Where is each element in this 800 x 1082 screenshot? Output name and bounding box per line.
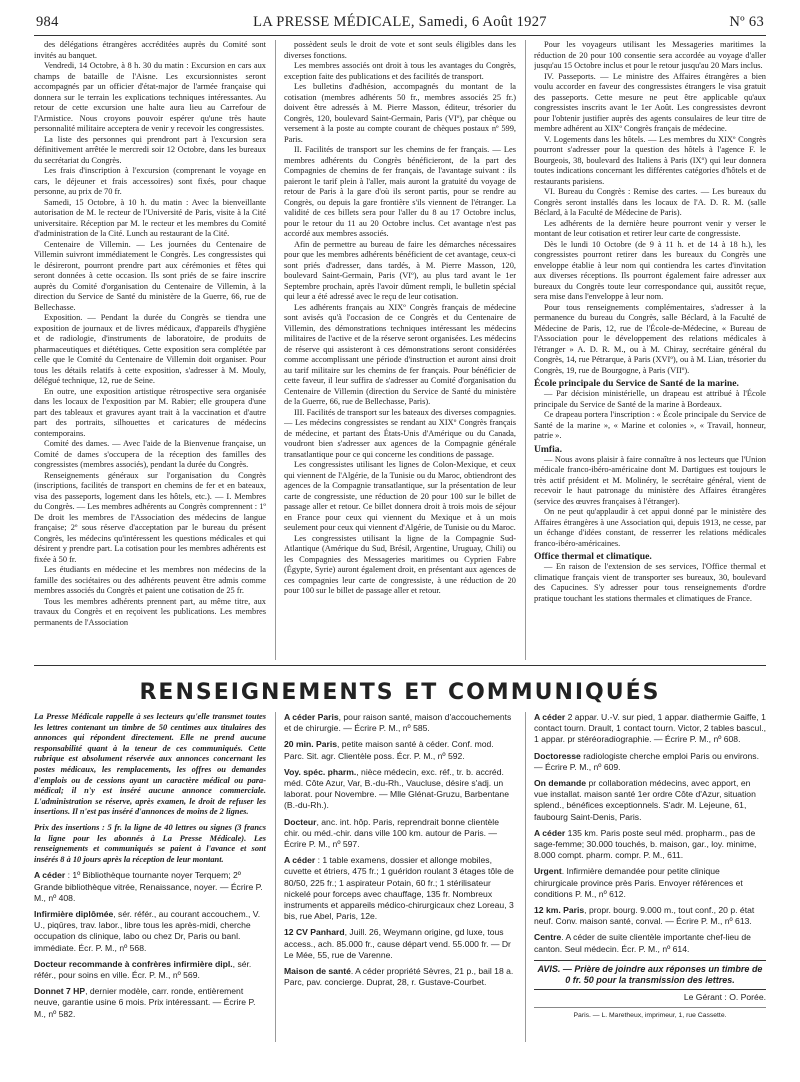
article-column-2 [284, 40, 516, 660]
article-paragraph: des délégations étrangères accréditées auprès du Comité sont invités au banquet. [34, 40, 266, 60]
classified-ad [534, 778, 766, 823]
article-paragraph: Les adhérents de la dernière heure pourront venir y verser le montant de leur cotisation et retirer leur carte de congressiste. [534, 218, 766, 238]
classified-ad [284, 855, 516, 922]
ad-lead: Centre [534, 932, 562, 943]
article-paragraph: — En raison de l'extension de ses services, l'Office thermal et climatique français vient de transporter ses bureaux, 30, boulevard des Capucines. S'y adresser pour tous renseignements d'ordre pratique touchant les stations thermales et climatiques de France. [534, 562, 766, 603]
article-paragraph: possèdent seuls le droit de vote et sont seuls éligibles dans les diverses fonctions. [284, 40, 516, 60]
classified-ad [534, 712, 766, 746]
article-paragraph: VI. Bureau du Congrès : Remise des cartes. — Les bureaux du Congrès seront installés dans les locaux de l'A. D. R. M. (salle Béclard, à la Faculté de Médecine de Paris). [534, 187, 766, 217]
ads-column-3 [534, 712, 766, 1042]
avis-notice: AVIS. — Prière de joindre aux réponses un timbre de 0 fr. 50 pour la transmission des lettres. [534, 960, 766, 990]
ad-lead: 12 km. Paris [534, 905, 585, 916]
classified-ad [284, 817, 516, 851]
article-heading: Umfia. [534, 443, 562, 455]
classified-ad [34, 959, 266, 981]
classified-ad [534, 932, 766, 954]
classified-ad [534, 905, 766, 927]
article-paragraph: Les bulletins d'adhésion, accompagnés du montant de la cotisation (membres adhérents 50 fr., membres associés 25 fr.) doivent être adressés à M. Pierre Masson, éditeur, trésorier du Congrès, 120, boulevard Saint-Germain, Paris (VIº), par chèque ou versement à la poste au compte courant de chèques postaux nº 599, Paris. [284, 82, 516, 144]
article-paragraph: Pour tous renseignements complémentaires, s'adresser à la permanence du bureau du Congrès, salle Béclard, à la Faculté de Médecine de Paris, 12, rue de l'École-de-Médecine, « Bureau de l'Association pour le développement des relations médicales à l'étranger » A. D. R. M., ou à M. Chiray, secrétaire général du Congrès, 14, rue Pétrarque, à Paris (XVIº), ou à M. Lian, trésorier du Congrès, 19, rue de Bourgogne, à Paris (VIIº). [534, 302, 766, 375]
column-divider [525, 40, 526, 660]
ad-lead: A céder Paris [284, 712, 339, 722]
classified-ad [34, 986, 266, 1020]
classified-ads [34, 712, 766, 1042]
classified-ad [534, 751, 766, 773]
journal-title: LA PRESSE MÉDICALE, Samedi, 6 Août 1927 [253, 14, 547, 30]
article-paragraph: Exposition. — Pendant la durée du Congrès se tiendra une exposition de journaux et de livres médicaux, d'appareils d'hygiène et de radiologie, d'instruments de laboratoire, de produits de pharmaceutiques et diététiques. Cette exposition sera complétée par celle que le Comité du Centenaire de Villemin doit organiser. Pour tous les détails relatifs à cette exposition, s'adresser à M. Mouly, délégué technique, 12, rue de Seine. [34, 313, 266, 385]
column-divider [525, 712, 526, 1042]
column-divider [275, 712, 276, 1042]
classified-ad [34, 870, 266, 904]
article-heading: École principale du Service de Santé de la marine. [534, 378, 739, 389]
column-divider [275, 40, 276, 660]
article-paragraph: Vendredi, 14 Octobre, à 8 h. 30 du matin : Excursion en cars aux champs de bataille de l'Aisne. Les excursionnistes seront accompagnés par un officier d'état-major de l'armée française qui donnera sur le terrain les explications techniques intéressantes. Au retour de cette excursion une halte aura lieu au Carrefour de l'Armistice. Nous croyons pouvoir espérer qu'une très haute personnalité militaire acceptera de venir y recevoir les congressistes. [34, 61, 266, 133]
article-paragraph: Centenaire de Villemin. — Les journées du Centenaire de Villemin suivront immédiatement le Congrès. Les congressistes qui le désireront, pourront prendre part aux cérémonies et fêtes qui seront données à cette occasion. Ils sont priés de se faire inscrire auprès du Comité d'organisation du Centenaire de Villemin, à la direction du Service de Santé du ministère de la Guerre, 66, rue de Bellechasse. [34, 239, 266, 312]
ads-column-2 [284, 712, 516, 1042]
article-paragraph: En outre, une exposition artistique rétrospective sera organisée dans les locaux de l'exposition par M. Rabier; elle groupera d'une part des tableaux et gravures ayant trait à la vaccination et d'autre part des portraits, silhouettes et caricatures de médecins contemporains. [34, 386, 266, 438]
issue-number: Nº 63 [729, 14, 764, 30]
ad-text: 2 appar. U.-V. sur pied, 1 appar. diathermie Gaiffe, 1 contact tourn. Drault, 1 contact tourn. Victor, 2 tables bascul., 1 appar. pr stéréoradiographie. — Écrire P. M., nº 608. [534, 712, 766, 745]
classified-ad [284, 966, 516, 988]
article-paragraph: Comité des dames. — Avec l'aide de la Bienvenue française, un Comité de dames s'occupera de la réception des familles des congressistes (membres associés), pendant la durée du Congrès. [34, 439, 266, 469]
ad-text: , petite maison santé à céder. Conf. mod. Parc. Sit. agr. Clientèle poss. Écr. P. M., nº 592. [284, 739, 494, 761]
printer-line: Paris. — L. Maretheux, imprimeur, 1, rue Cassette. [534, 1007, 766, 1021]
section-rule [34, 665, 766, 666]
ad-text: : 1º Bibliothèque tournante noyer Terquem; 2º Grande bibliothèque vitrée, Renaissance, noyer. — Écrire P. M., nº 408. [34, 870, 263, 903]
article-paragraph: V. Logements dans les hôtels. — Les membres du XIXº Congrès pourront s'adresser pour la question des hôtels à l'agence F. le Bourgeois, 38, boulevard des Italiens à Paris (IXº) qui leur donnera toutes indications concernant les différentes catégories d'hôtels et de restaurants parisiens. [534, 134, 766, 186]
article-heading: Office thermal et climatique. [534, 551, 652, 562]
ad-lead: Maison de santé [284, 966, 351, 977]
ad-text: , Juill. 26, Weymann origine, gd luxe, tous access., ach. 85.000 fr., cause départ vend. 55.000 fr. — Dr Le Mée, 55, rue de Varenne. [284, 927, 511, 960]
ad-lead: Voy. spéc. pharm. [284, 766, 357, 777]
article-columns [34, 40, 766, 660]
article-paragraph: Les adhérents français au XIXº Congrès français de médecine sont avisés qu'à l'occasion de ce Congrès et du Centenaire de Villemin, des démonstrations techniques intéressant les médecins militaires de l'active et de la réserve seront organisées. Les médecins de réserve qui assisteront à ces démonstrations seront considérées comme accomplissant une période d'instruction et auront ainsi droit au tarif militaire sur les chemins de fer français. Pour bénéficier de cette faveur, il leur suffira de s'adresser au Comité d'organisation du Centenaire de Villemin (direction du Service de Santé du ministère de la Guerre, 66, rue de Bellechasse, Paris). [284, 302, 516, 406]
ad-text: . Infirmière demandée pour petite clinique chirurgicale province près Paris. Envoyer références et conditions P. M., nº 612. [534, 866, 743, 899]
ads-list [534, 712, 766, 955]
classified-ad [284, 712, 516, 734]
ad-lead: Docteur recommande à confrères infirmière dipl. [34, 958, 233, 969]
ad-lead: 12 CV Panhard [284, 927, 345, 938]
article-paragraph: Les frais d'inscription à l'excursion (comprenant le voyage en cars, le déjeuner et frais accessoires) sont fixés, pour chaque personne, au prix de 70 fr. [34, 166, 266, 196]
classified-ad [284, 739, 516, 761]
article-paragraph: Les étudiants en médecine et les membres non médecins de la famille des sociétaires ou des adhérents peuvent être admis comme membres associés du Congrès et paient une cotisation de 25 fr. [34, 565, 266, 595]
ad-text: pr collaboration médecins, avec apport, en vue installat. maison santé 1er ordre Côte d'Azur, situation splend., bénéfices exceptionnels. S'adr. M. Lejeune, 61, faubourg Saint-Denis, Paris. [534, 778, 756, 822]
classified-ad [284, 767, 516, 812]
classified-ad [534, 866, 766, 900]
article-paragraph: II. Facilités de transport sur les chemins de fer français. — Les membres adhérents du Congrès bénéficieront, de la part des Compagnies de chemins de fer français, de l'avantage suivant : ils paieront le tarif plein à l'aller, mais auront la gratuité du voyage de retour de Paris à la gare d'où ils seront partis, pour se rendre au Congrès, ou depuis la gare frontière s'ils viennent de l'étranger. La validité de ces billets sera pour l'aller du 8 au 17 Octobre inclus, pour le retour du 11 au 20 Octobre inclus. Cet avantage n'est pas accordé aux membres associés. [284, 145, 516, 238]
ad-text: , sér. référ., au courant accouchem., V. U., piqûres, trav. labor., libre tous les après-midi, cherche occupation ds clinique, labo ou chez Dr, Paris ou banl. immédiate. Écr. P. M., nº 568. [34, 908, 261, 953]
ad-text: , pour raison santé, maison d'accouchements et de chirurgie. — Écrire P. M., nº 585. [284, 712, 512, 734]
ad-lead: A céder [534, 712, 566, 722]
article-paragraph: Les congressistes utilisant la ligne de la Compagnie Sud-Atlantique (Amérique du Sud, Brésil, Argentine, Uruguay, Chili) ou les Compagnies des Messageries maritimes ou Cyprien Fabre (Égypte, Syrie) auront également droit, en présentant aux agences de ces compagnies leur carte de congressiste, à une réduction de 20 pour 100 sur le billet de passage aller et retour. [284, 533, 516, 595]
article-paragraph: IV. Passeports. — Le ministre des Affaires étrangères a bien voulu accorder en faveur des congressistes étrangers le visa gratuit des passeports. Cette mesure ne peut être applicable qu'aux congressistes inscrits avant le 1er Août. Les congressistes devront pour l'obtenir justifier auprès des agents consulaires de leur titre de membre adhérent au XIXº Congrès français de médecine. [534, 71, 766, 133]
ads-intro: Prix des insertions : 5 fr. la ligne de 40 lettres ou signes (3 francs la ligne pour les abonnés à La Presse Médicale). Les renseignements et communiqués se paient à l'avance et sont insérés 8 à 10 jours après la réception de leur montant. [34, 822, 266, 864]
classified-ad [284, 927, 516, 961]
ad-lead: A céder [534, 827, 566, 838]
ads-column-1 [34, 712, 266, 1042]
header-rule [34, 35, 766, 36]
article-paragraph: On ne peut qu'applaudir à cet appui donné par le ministère des Affaires étrangères à une Association qui, depuis 1913, ne cesse, par un échange d'idées constant, de resserrer les relations médicales franco-ibéro-américaines. [534, 507, 766, 548]
article-paragraph: Dès le lundi 10 Octobre (de 9 à 11 h. et de 14 à 18 h.), les congressistes pourront retirer dans les bureaux du Congrès une enveloppe établie à leur nom qui contiendra les cartes d'invitation aux diverses réceptions. Ils pourront également faire adresser aux bureaux du Congrès toute leur correspondance qui, aussitôt reçue, sera mise dans l'enveloppe à leur nom. [534, 239, 766, 301]
article-paragraph: Les congressistes utilisant les lignes de Colon-Mexique, et ceux qui viennent de l'Algérie, de la Tunisie ou du Maroc, obtiendront des agences de la Compagnie transatlantique, sur la présentation de leur carte de congressiste, une réduction de 20 pour 100 sur le billet de passage aller et retour. Ce billet donnera droit à trois mois de séjour en France pour ceux qui viennent du Mexique et à un mois seulement pour ceux qui viennent d'Algérie, de Tunisie ou du Maroc. [284, 460, 516, 532]
ad-text: , propr. bourg. 9.000 m., tout conf., 20 p. état neuf. Conv. maison santé, conval. — Écrire P. M., nº 613. [534, 905, 755, 927]
ad-lead: A céder [284, 855, 316, 866]
article-paragraph: Renseignements généraux sur l'organisation du Congrès (inscriptions, facilités de transport en chemins de fer et en bateaux, visa des passeports, logement dans les hôtels, etc.). — I. Membres du Congrès. — Les membres adhérents au Congrès comprennent : 1º De droit les membres de l'Association des médecins de langue française; 2º sous réserve d'acceptation par le bureau du présent Congrès, les médecins qu'intéressent les questions médicales et qui désirent y prendre part. La cotisation pour les membres adhérents est fixée à 50 fr. [34, 470, 266, 564]
ad-lead: On demande [534, 778, 587, 789]
ad-text: , sér. référ., pour soins en ville. Écr. P. M., nº 569. [34, 958, 252, 980]
article-paragraph: III. Facilités de transport sur les bateaux des diverses compagnies. — Les médecins congressistes se rendant au XIXº Congrès français de médecine, et partant des États-Unis d'Amérique ou du Canada, voudront bien s'adresser aux agences de la Compagnie générale transatlantique pour ce qui concerne les conditions de passage. [284, 407, 516, 459]
ad-text: , nièce médecin, exc. réf., tr. b. accréd. méd. Côte Azur, Var, B.-du-Rh., Vaucluse, désire s'adj. un laborat. pour Novembre. — Mlle Glénat-Gruzu, Barbentane (B.-du-Rh.). [284, 766, 509, 811]
page-number: 984 [36, 14, 59, 30]
running-header [36, 14, 764, 32]
section-banner: RENSEIGNEMENTS ET COMMUNIQUÉS [139, 680, 661, 705]
article-column-1 [34, 40, 266, 660]
article-paragraph: Samedi, 15 Octobre, à 10 h. du matin : Avec la bienveillante autorisation de M. le recteur de l'Université de Paris, visite à la Cité universitaire. Réception par M. le recteur et les membres du Comité d'administration de la Cité. Lunch au restaurant de la Cité. [34, 197, 266, 238]
article-column-3 [534, 40, 766, 660]
ad-lead: 20 min. Paris [284, 739, 338, 750]
ad-text: 135 km. Paris poste seul méd. propharm., pas de sage-femme; 30.000 touchés, b. maison, gar., loy. minime, 8.000 compt. pharm. compr. P. M., 611. [534, 827, 757, 861]
ad-lead: Donnet 7 HP [34, 986, 86, 997]
ad-lead: Infirmière diplômée [34, 908, 114, 919]
ad-lead: A céder [34, 870, 66, 881]
article-paragraph: Tous les membres adhérents prennent part, au même titre, aux travaux du Congrès et en reçoivent les publications. Les membres permanents de l'Association [34, 596, 266, 627]
gerant-line: Le Gérant : O. Porée. [683, 991, 766, 1002]
ad-text: : 1 table examens, dossier et allonge mobiles, cuvette et étriers, 475 fr.; 1 guéridon roulant 3 étages tôle de 80/50, 225 fr.; 1 aspirateur Potain, 60 fr.; 1 stérilisateur nickelé pour forceps avec chauffage, 135 fr. Nombreux instruments et appareils médico-chirurgicaux chez Loreau, 3 bis, rue Abel, Paris, 12e. [284, 855, 514, 922]
ad-text: , anc. int. hôp. Paris, reprendrait bonne clientèle chir. ou méd.-chir. dans ville 100 km. autour de Paris. — Écrire P. M., nº 597. [284, 816, 499, 850]
article-paragraph: La liste des personnes qui prendront part à l'excursion sera définitivement arrêtée le mercredi soir 12 Octobre, dans les bureaux du secrétariat du Congrès. [34, 134, 266, 165]
ads-intro: La Presse Médicale rappelle à ses lecteurs qu'elle transmet toutes les lettres contenant un timbre de 50 centimes aux titulaires des annonces qui répondent directement. Elle ne prend aucune responsabilité quant à la teneur de ces communiqués. Cette rubrique est absolument réservée aux annonces concernant les postes médicaux, les remplacements, les offres ou demandes d'emplois ou de cessions ayant un caractère médical ou para-médical; il n'y est inséré aucune annonce commerciale. L'administration se réserve, après examen, le droit de refuser les insertions. Il n'est pas inséré d'annonces de moins de 2 lignes. [34, 712, 266, 817]
classified-ad [34, 909, 266, 954]
ad-lead: Docteur [284, 816, 317, 827]
article-paragraph: — Nous avons plaisir à faire connaître à nos lecteurs que l'Union médicale franco-ibéro-américaine dont M. Dartigues est toujours le très actif président et M. Molinéry, le secrétaire général, vient de recevoir le haut patronage du ministère des Affaires étrangères (service des œuvres françaises à l'étranger). [534, 454, 766, 506]
article-paragraph: Ce drapeau portera l'inscription : « École principale du Service de Santé de la marine », « Marine et colonies », « Travail, honneur, patrie ». [534, 410, 766, 440]
article-paragraph: — Par décision ministérielle, un drapeau est attribué à l'École principale du Service de Santé de la marine à Bordeaux. [534, 389, 766, 409]
article-paragraph: Pour les voyageurs utilisant les Messageries maritimes la réduction de 20 pour 100 consentie sera accordée au voyage d'aller jusqu'au 15 Octobre inclus et pour le retour jusqu'au 20 Mars inclus. [534, 40, 766, 70]
ad-lead: Urgent [534, 866, 562, 877]
article-paragraph: Les membres associés ont droit à tous les avantages du Congrès, exception faite des publications et des facilités de transport. [284, 61, 516, 81]
ad-text: radiologiste cherche emploi Paris ou environs. — Écrire P. M., nº 609. [534, 750, 759, 772]
ad-text: . A céder propriété Sèvres, 21 p., bail 18 a. Parc, pav. concierge. Duprat, 28, r. Gustave-Courbet. [284, 966, 514, 988]
ad-text: . A céder de suite clientèle importante chef-lieu de canton. Seul médecin. Écr. P. M., nº 614. [534, 932, 751, 954]
ad-lead: Doctoresse [534, 750, 581, 761]
ad-text: , dernier modèle, carr. ronde, entièrement neuve, garantie usine 6 mois. Prix intéressant. — Écrire P. M., nº 582. [34, 986, 256, 1019]
article-paragraph: Afin de permettre au bureau de faire les démarches nécessaires pour que les membres adhérents bénéficient de cet avantage, ceux-ci sont priés d'adresser, dans tardés, à M. Pierre Masson, 120, boulevard Saint-Germain, Paris (VIº), au plus tard avant le 1er Septembre prochain, après l'avoir dûment rempli, le bulletin spécial qui leur a été adressé avec le reçu de leur cotisation. [284, 239, 516, 301]
classified-ad [534, 828, 766, 862]
